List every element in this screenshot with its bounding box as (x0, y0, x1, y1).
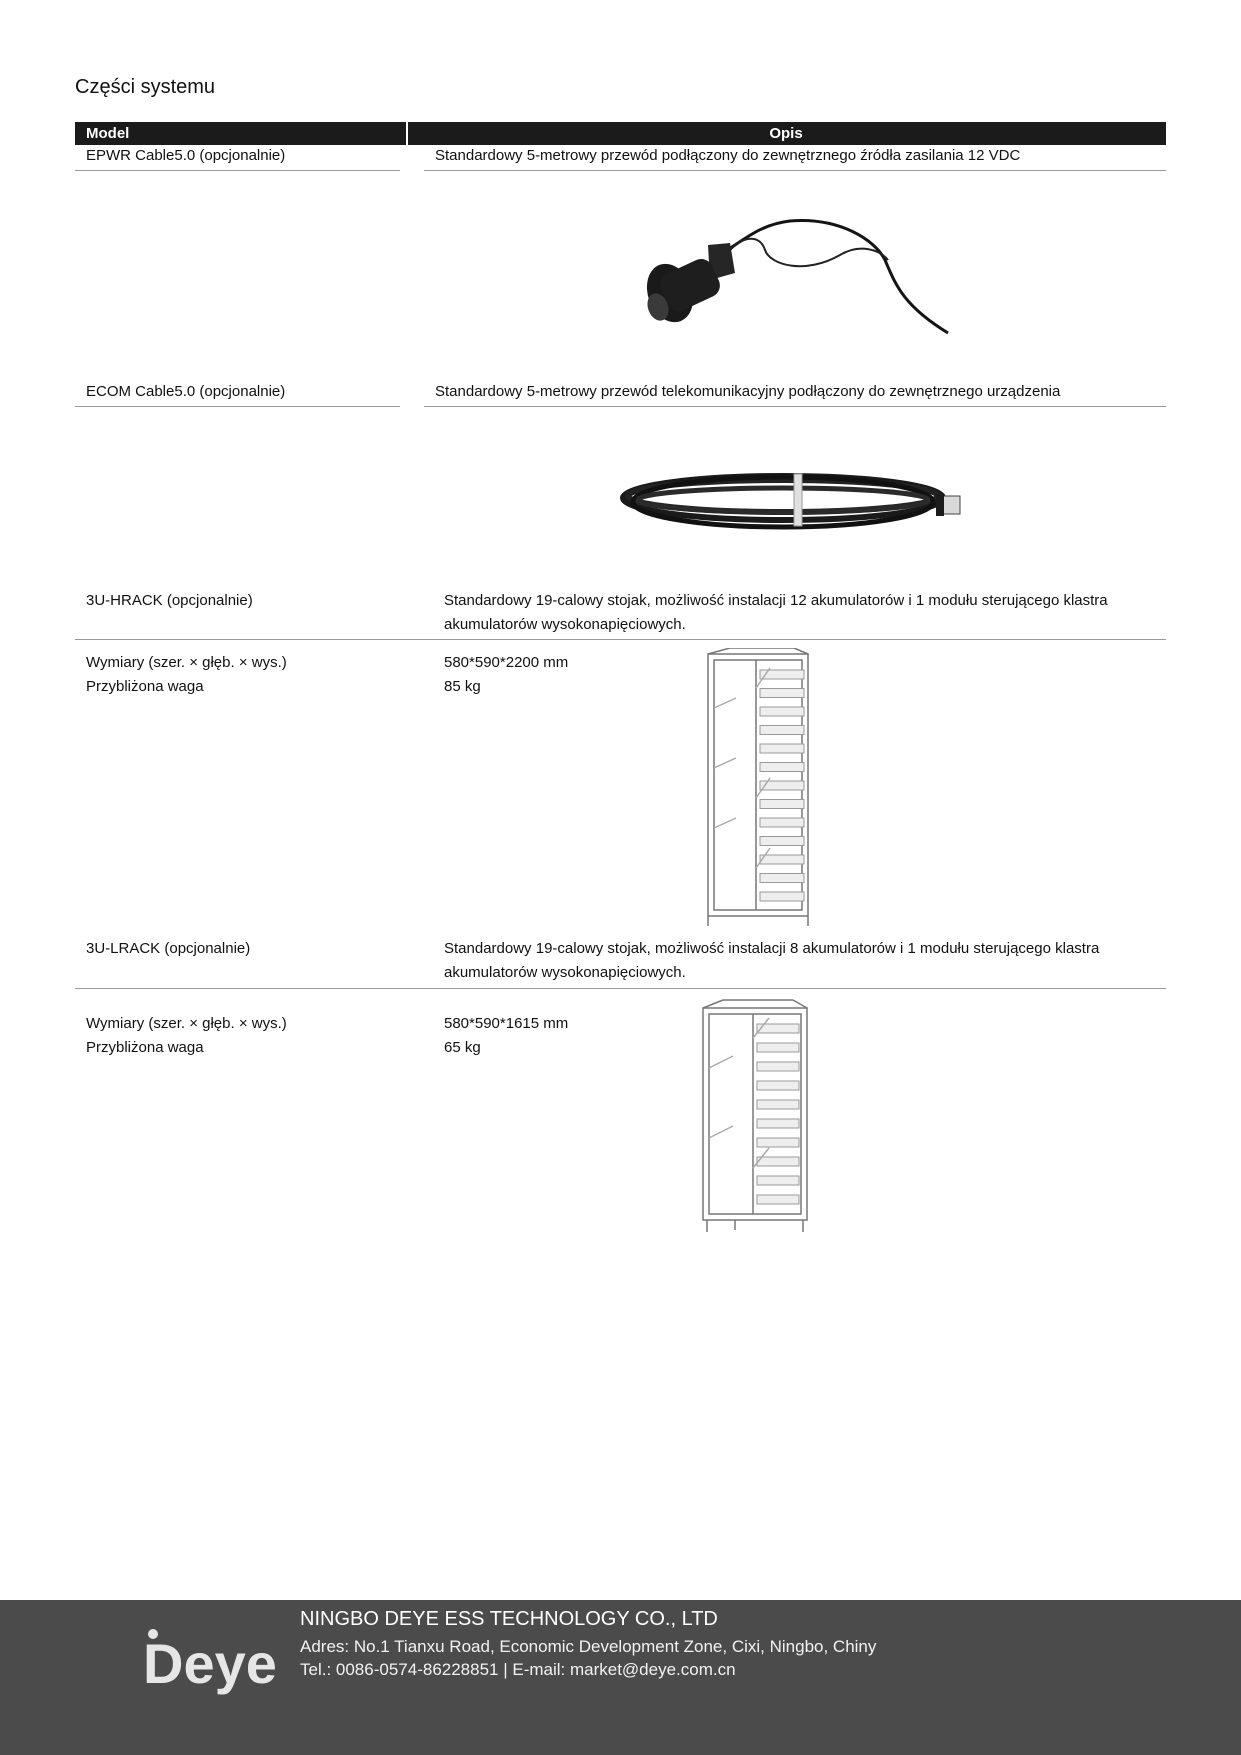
row-divider (406, 988, 1166, 989)
footer-contact: Tel.: 0086-0574-86228851 | E-mail: market@deye.com.cn (300, 1660, 736, 1679)
row-opis-ecom: Standardowy 5-metrowy przewód telekomunikacyjny podłączony do zewnętrznego urządzenia (435, 383, 1061, 400)
svg-text:Deye: Deye (143, 1632, 277, 1695)
row-opis-epwr: Standardowy 5-metrowy przewód podłączony do zewnętrznego źródła zasilania 12 VDC (435, 147, 1021, 164)
row-model-lrack: 3U-LRACK (opcjonalnie) (86, 940, 251, 957)
power-cable-image (640, 215, 960, 335)
row-divider (75, 406, 400, 407)
row-divider (75, 988, 406, 989)
spec-value-weight: 85 kg (444, 678, 481, 695)
header-opis: Opis (769, 125, 803, 142)
spec-label-dimensions: Wymiary (szer. × głęb. × wys.) (86, 1015, 287, 1032)
row-opis-lrack-line2: akumulatorów wysokonapięciowych. (444, 964, 686, 981)
deye-logo (143, 1625, 283, 1695)
row-model-hrack: 3U-HRACK (opcjonalnie) (86, 592, 253, 609)
row-divider (424, 406, 1166, 407)
page-title: Części systemu (75, 76, 216, 98)
footer-address: Adres: No.1 Tianxu Road, Economic Development Zone, Cixi, Ningbo, Chiny (300, 1637, 877, 1656)
rack-lrack-image (695, 998, 815, 1234)
rack-hrack-image (700, 648, 816, 928)
footer-company-name: NINGBO DEYE ESS TECHNOLOGY CO., LTD (300, 1608, 718, 1630)
row-model-ecom: ECOM Cable5.0 (opcjonalnie) (86, 383, 286, 400)
row-opis-hrack-line1: Standardowy 19-calowy stojak, możliwość instalacji 12 akumulatorów i 1 modułu sterującego klastra (444, 592, 1108, 609)
spec-label-dimensions: Wymiary (szer. × głęb. × wys.) (86, 654, 287, 671)
row-opis-hrack-line2: akumulatorów wysokonapięciowych. (444, 616, 686, 633)
spec-value-dimensions: 580*590*1615 mm (444, 1015, 569, 1032)
row-model-epwr: EPWR Cable5.0 (opcjonalnie) (86, 147, 286, 164)
spec-value-dimensions: 580*590*2200 mm (444, 654, 569, 671)
row-divider (75, 170, 400, 171)
communication-cable-image (618, 460, 970, 540)
row-divider (75, 639, 406, 640)
row-divider (406, 639, 1166, 640)
spec-label-weight: Przybliżona waga (86, 678, 204, 695)
spec-value-weight: 65 kg (444, 1039, 481, 1056)
spec-label-weight: Przybliżona waga (86, 1039, 204, 1056)
row-opis-lrack-line1: Standardowy 19-calowy stojak, możliwość instalacji 8 akumulatorów i 1 modułu sterującego klastra (444, 940, 1100, 957)
row-divider (424, 170, 1166, 171)
header-model: Model (86, 125, 130, 142)
